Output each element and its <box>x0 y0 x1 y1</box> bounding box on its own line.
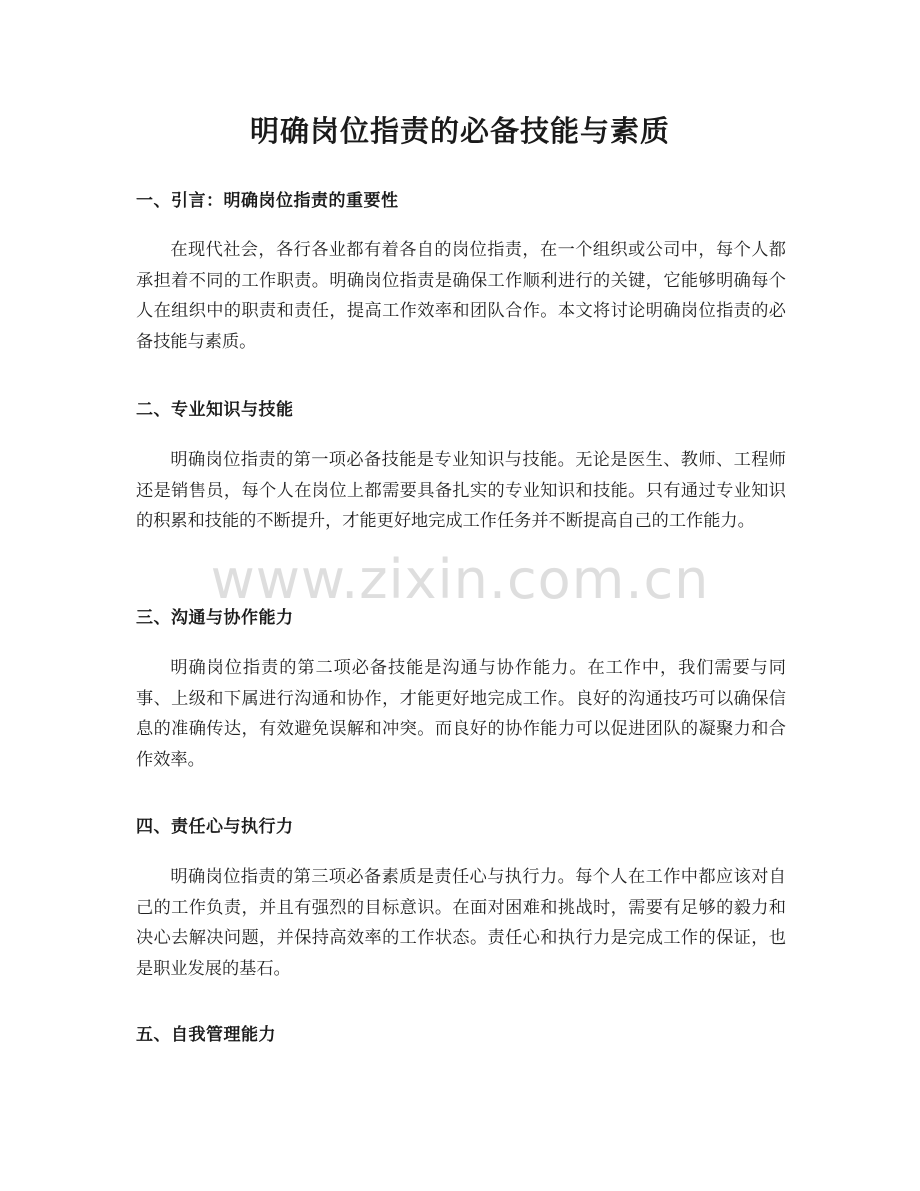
section-paragraph-4: 明确岗位指责的第三项必备素质是责任心与执行力。每个人在工作中都应该对自己的工作负责，并且有强烈的目标意识。在面对困难和挑战时，需要有足够的毅力和决心去解决问题，并保持高效率的工作状态。责任心和执行力是完成工作的保证，也是职业发展的基石。 <box>136 867 786 979</box>
section-paragraph-1: 在现代社会，各行各业都有着各自的岗位指责，在一个组织或公司中，每个人都承担着不同的工作职责。明确岗位指责是确保工作顺利进行的关键，它能够明确每个人在组织中的职责和责任，提高工作效率和团队合作。本文将讨论明确岗位指责的必备技能与素质。 <box>136 240 786 352</box>
section-heading-2: 二、专业知识与技能 <box>136 400 294 420</box>
section-paragraph-3: 明确岗位指责的第二项必备技能是沟通与协作能力。在工作中，我们需要与同事、上级和下属进行沟通和协作，才能更好地完成工作。良好的沟通技巧可以确保信息的准确传达，有效避免误解和冲突。而良好的协作能力可以促进团队的凝聚力和合作效率。 <box>136 658 786 770</box>
section-heading-3: 三、沟通与协作能力 <box>136 608 294 628</box>
section-paragraph-2: 明确岗位指责的第一项必备技能是专业知识与技能。无论是医生、教师、工程师还是销售员，每个人在岗位上都需要具备扎实的专业知识和技能。只有通过专业知识的积累和技能的不断提升，才能更好地完成工作任务并不断提高自己的工作能力。 <box>136 450 786 532</box>
section-heading-5: 五、自我管理能力 <box>136 1025 276 1045</box>
watermark: www.zixin.com.cn <box>210 548 710 611</box>
section-heading-4: 四、责任心与执行力 <box>136 817 294 837</box>
page-title: 明确岗位指责的必备技能与素质 <box>249 114 670 148</box>
section-heading-1: 一、引言：明确岗位指责的重要性 <box>136 191 399 211</box>
